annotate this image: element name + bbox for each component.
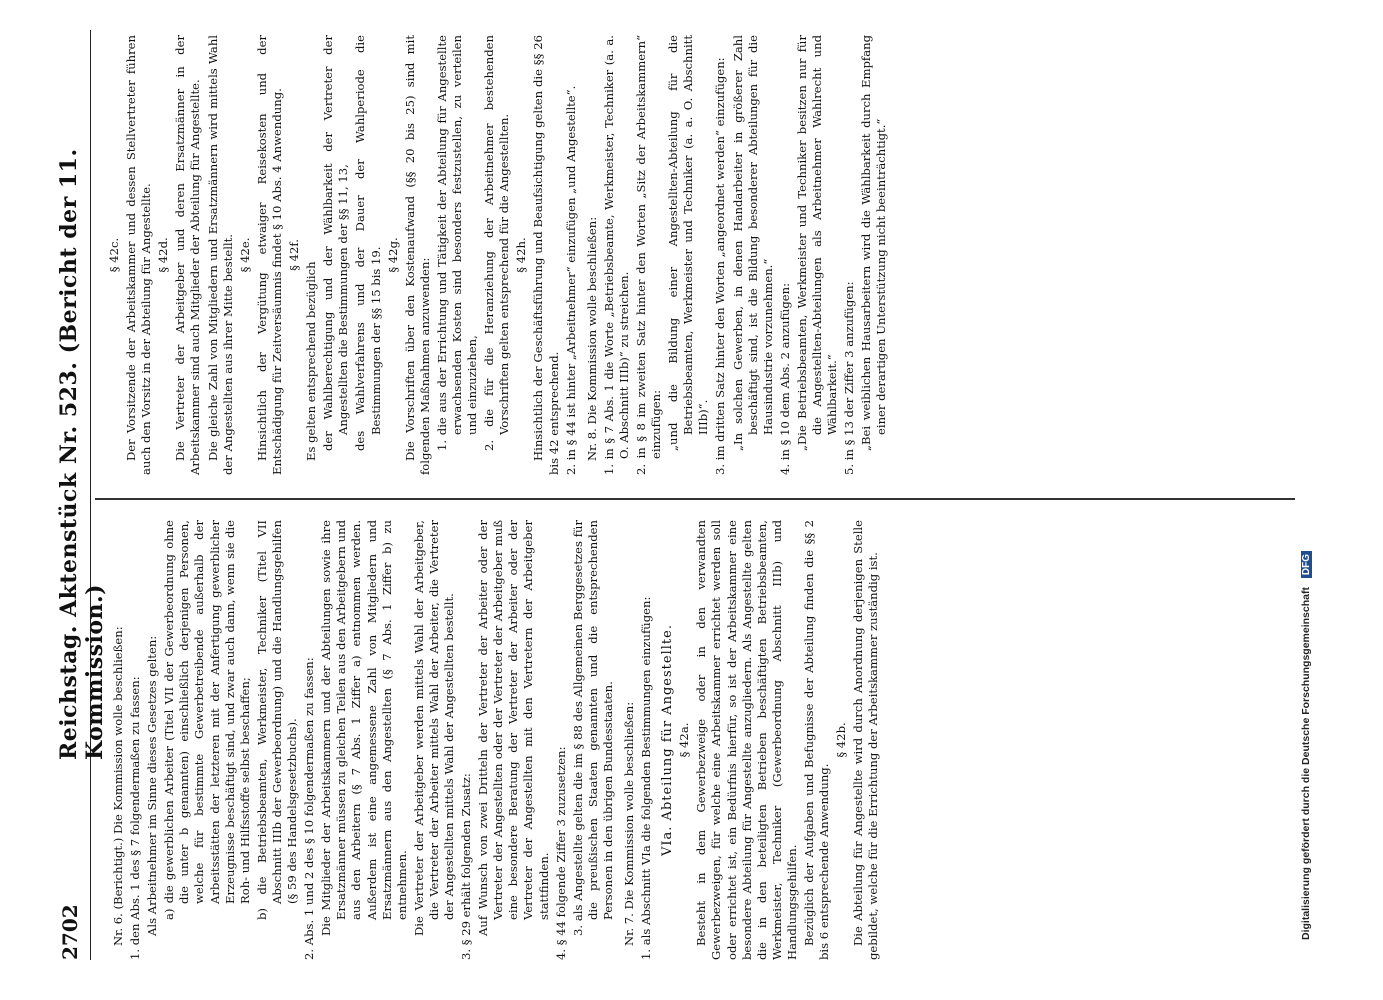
nr7-subhead: VIa. Abteilung für Angestellte. xyxy=(660,624,676,856)
nr6-item2-text: Die Mitglieder der Arbeitskammern und der Abteilungen sowie ihre Ersatzmänner müssen zu gleichen Teilen aus den Arbeitgebern und aus den Arbeitern (§ 7 Abs. 1 Ziffer a) entnommen werden. Außerdem ist eine angemessene Zahl von Mitgliedern und Ersatzmännern aus den Angestellten (§ 7 Abs. 1 Ziffer b) zu entnehmen. xyxy=(319,520,409,936)
paragraph-42f-text: Es gelten entsprechend bezüglich xyxy=(304,261,319,461)
paragraph-42b-text: Die Abteilung für Angestellte wird durch Anordnung derjenigen Stelle gebildet, welche für die Errichtung der Arbeitskammer zuständig ist. xyxy=(851,520,881,960)
right-column xyxy=(105,35,892,475)
nr6-item1: 1. den Abs. 1 des § 7 folgendermaßen zu fassen: xyxy=(128,676,143,960)
digitization-note: Digitalisierung gefördert durch die Deutsche Forschungsgemeinschaft xyxy=(1300,587,1312,940)
nr8-item1: 1. in § 7 Abs. 1 die Worte „Betriebsbeamte, Werkmeister, Techniker (a. a. O. Abschnitt IIIb)“ zu streichen. xyxy=(601,35,631,475)
nr6-item3: 3. § 29 erhält folgenden Zusatz: xyxy=(459,773,474,960)
left-column xyxy=(105,520,884,960)
page-header xyxy=(50,30,108,960)
nr8-intro: Nr. 8. Die Kommission wolle beschließen: xyxy=(584,216,599,461)
nr8-item3: 3. im dritten Satz hinter den Worten „angeordnet werden“ einzufügen: xyxy=(713,57,728,475)
nr8-item4-text: „Die Betriebsbeamten, Werkmeister und Techniker besitzen nur für die Angestellten-Abteilungen als Arbeitnehmer Wahlrecht und Wählbarkeit.“ xyxy=(794,35,840,451)
paragraph-42d-heading: § 42d. xyxy=(156,237,171,273)
paragraph-42b-heading: § 42b. xyxy=(834,722,849,758)
nr6-item4-text: 3. als Angestellte gelten die im § 88 des Allgemeinen Berggesetzes für die preußischen Staaten genannten und die entsprechenden Personen in den übrigen Bundesstaaten. xyxy=(570,520,615,936)
paragraph-42a-heading: § 42a. xyxy=(677,722,692,758)
column-divider xyxy=(95,499,1295,501)
paragraph-42h-heading: § 42h. xyxy=(514,237,529,273)
paragraph-42f-heading: § 42f. xyxy=(287,239,302,271)
page-number: 2702 xyxy=(58,904,82,960)
paragraph-42g-text: Die Vorschriften über den Kostenaufwand (§§ 20 bis 25) sind mit folgenden Maßnahmen anzuwenden: xyxy=(402,35,432,475)
nr6-item1-a: a) die gewerblichen Arbeiter (Titel VII der Gewerbeordnung ohne die unter b genannten) einschließlich derjenigen Personen, welche für bestimmte Gewerbetreibende außerhalb der Arbeitsstätten der letzteren mit der Anfertigung gewerblicher Erzeugnisse beschäftigt sind, und zwar auch dann, wenn sie die Roh- und Hilfsstoffe selbst beschaffen; xyxy=(162,520,252,920)
paragraph-42h-text: Hinsichtlich der Geschäftsführung und Beaufsichtigung gelten die §§ 26 bis 42 entsprechend. xyxy=(531,35,561,475)
nr8-item5: 5. in § 13 der Ziffer 3 anzufügen: xyxy=(842,281,857,475)
dfg-logo: DFG xyxy=(1301,551,1312,578)
nr7-item2: 2. in § 44 ist hinter „Arbeitnehmer“ einzufügen „und Angestellte“. xyxy=(563,85,578,475)
paragraph-42d-text2: Die gleiche Zahl von Mitgliedern und Ersatzmännern wird mittels Wahl der Angestellten aus ihrer Mitte bestellt. xyxy=(205,35,235,475)
nr7-intro: Nr. 7. Die Kommission wolle beschließen: xyxy=(622,701,636,946)
nr8-item3-text: „In solchen Gewerben, in denen Handarbeiter in größerer Zahl beschäftigt sind, ist die Bildung besonderer Abteilungen für die Hausindustrie vorzunehmen.“ xyxy=(730,35,775,451)
nr6-item3-text: Auf Wunsch von zwei Dritteln der Vertreter der Arbeiter oder der Vertreter der Angestellten oder der Vertreter der Arbeitgeber muß eine besondere Beratung der Vertreter der Arbeiter oder der Vertreter der Angestellten mit den Vertretern der Arbeitgeber stattfinden. xyxy=(476,520,551,936)
nr6-item2: 2. Abs. 1 und 2 des § 10 folgendermaßen zu fassen: xyxy=(302,657,317,960)
paragraph-42g-item2: 2. die für die Heranziehung der Arbeitnehmer bestehenden Vorschriften gelten entsprechend für die Angestellten. xyxy=(482,35,512,451)
paragraph-42e-text: Hinsichtlich der Vergütung etwaiger Reisekosten und der Entschädigung für Zeitversäumnis findet § 10 Abs. 4 Anwendung. xyxy=(254,35,284,475)
digitization-credit xyxy=(1300,60,1312,940)
nr8-item2-text: „und die Bildung einer Angestellten-Abteilung für die Betriebsbeamten, Werkmeister und Techniker (a. a. O. Abschnitt IIIb)“. xyxy=(666,35,711,451)
page-title: Reichstag. Aktenstück Nr. 523. (Bericht der 11. Kommission.) xyxy=(56,148,108,760)
nr7-item1: 1. als Abschnitt VIa die folgenden Bestimmungen einzufügen: xyxy=(639,596,654,960)
paragraph-42g-item1: 1. die aus der Errichtung und Tätigkeit der Abteilung für Angestellte erwachsenden Kosten sind besonders festzustellen, zu verteilen und einzuziehen, xyxy=(434,35,480,451)
nr6-item2-text2: Die Vertreter der Arbeitgeber werden mittels Wahl der Arbeitgeber, die Vertreter der Arbeiter mittels Wahl der Arbeiter, die Vertreter der Angestellten mittels Wahl der Angestellten bestellt. xyxy=(411,520,456,936)
paragraph-42e-heading: § 42e. xyxy=(237,237,252,273)
paragraph-42d-text1: Die Vertreter der Arbeitgeber und deren Ersatzmänner in der Arbeitskammer sind auch Mitglieder der Abteilung für Angestellte. xyxy=(173,35,203,475)
nr6-intro: Nr. 6. (Berichtigt.) Die Kommission wolle beschließen: xyxy=(111,626,125,946)
nr6-item1-b: b) die Betriebsbeamten, Werkmeister, Techniker (Titel VII Abschnitt IIIb der Gewerbeordnung) und die Handlungsgehilfen (§ 59 des Handelsgesetzbuchs). xyxy=(254,520,300,920)
nr8-item5-text: „Bei weiblichen Hausarbeitern wird die Wählbarkeit durch Empfang einer derartigen Unterstützung nicht beeinträchtigt.“ xyxy=(859,35,889,451)
nr6-item1-text: Als Arbeitnehmer im Sinne dieses Gesetzes gelten: xyxy=(145,635,160,936)
paragraph-42f-a: der Wahlberechtigung und der Wählbarkeit der Vertreter der Angestellten die Bestimmungen der §§ 11, 13, xyxy=(321,35,351,451)
nr6-item4: 4. § 44 folgende Ziffer 3 zuzusetzen: xyxy=(553,746,568,960)
paragraph-42f-b: des Wahlverfahrens und der Dauer der Wahlperiode die Bestimmungen der §§ 15 bis 19. xyxy=(353,35,383,451)
nr8-item4: 4. in § 10 dem Abs. 2 anzufügen: xyxy=(777,282,792,475)
paragraph-42g-heading: § 42g. xyxy=(385,237,400,273)
paragraph-42c-text: Der Vorsitzende der Arbeitskammer und dessen Stellvertreter führen auch den Vorsitz in der Abteilung für Angestellte. xyxy=(124,35,154,475)
paragraph-42a-text1: Besteht in dem Gewerbezweige oder in den verwandten Gewerbezweigen, für welche eine Arbeitskammer errichtet werden soll oder errichtet ist, ein Bedürfnis hierfür, so ist der Arbeitskammer eine besondere Abteilung für Angestellte anzugliedern. Als Angestellte gelten die in den beteiligten Betrieben beschäftigten Betriebsbeamten, Werkmeister, Techniker (Gewerbeordnung Abschnitt IIIb) und Handlungsgehilfen. xyxy=(694,520,799,960)
nr8-item2: 2. in § 8 im zweiten Satz hinter den Worten „Sitz der Arbeitskammern“ einzufügen: xyxy=(634,35,664,475)
paragraph-42c-heading: § 42c. xyxy=(107,237,121,273)
paragraph-42a-text2: Bezüglich der Aufgaben und Befugnisse der Abteilung finden die §§ 2 bis 6 entsprechende Anwendung. xyxy=(802,520,832,960)
